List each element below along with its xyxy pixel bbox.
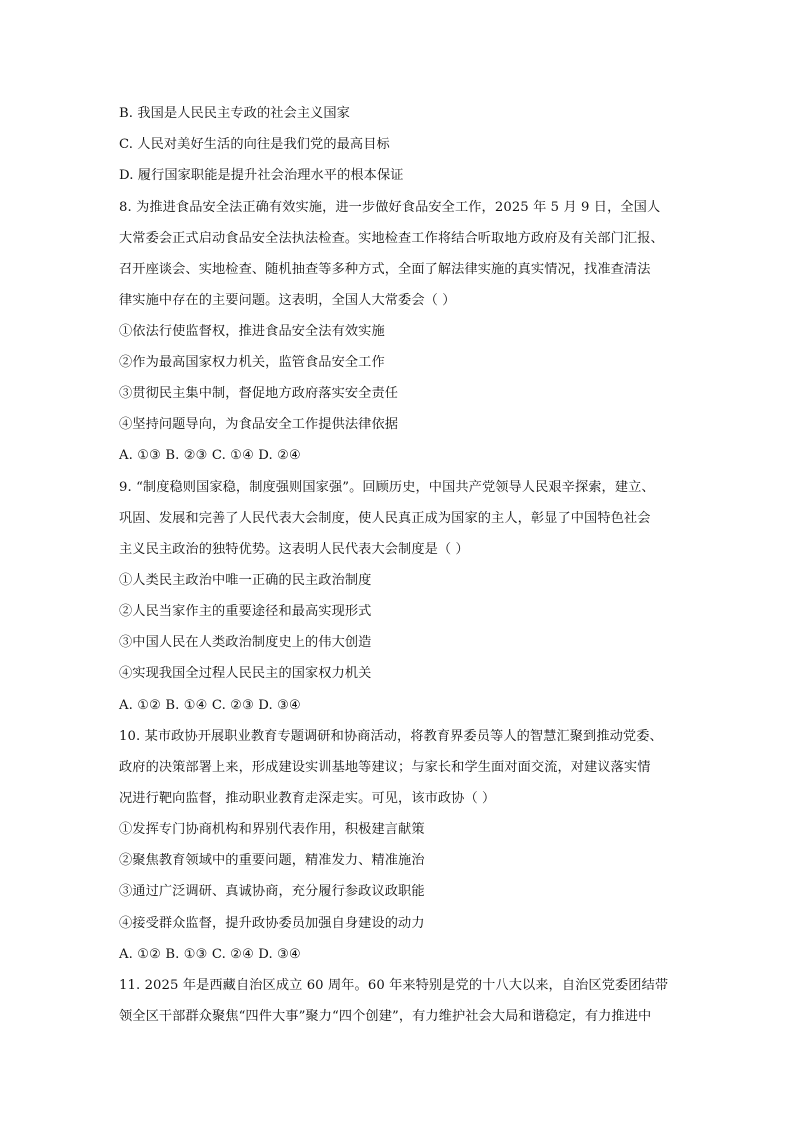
- q10-item: ③通过广泛调研、真诚协商，充分履行参政议政职能: [119, 884, 425, 899]
- q10-item: ①发挥专门协商机构和界别代表作用，积极建言献策: [119, 822, 425, 837]
- q9-stem-line: 主义民主政治的独特优势。这表明人民代表大会制度是（ ）: [119, 542, 469, 557]
- q8-item: ①依法行使监督权，推进食品安全法有效实施: [119, 324, 385, 339]
- q10-stem-line: 政府的决策部署上来，形成建设实训基地等建议；与家长和学生面对面交流，对建议落实情: [119, 760, 651, 775]
- q8-item: ②作为最高国家权力机关，监管食品安全工作: [119, 355, 385, 370]
- q8-item: ③贯彻民主集中制，督促地方政府落实安全责任: [119, 386, 399, 401]
- q8-choices: A. ①③ B. ②③ C. ①④ D. ②④: [119, 448, 301, 463]
- q11-stem-line: 11. 2025 年是西藏自治区成立 60 周年。60 年来特别是党的十八大以来，自治区党委团结带: [119, 978, 669, 993]
- q11-stem-line: 领全区干部群众聚焦“四件大事”聚力“四个创建”，有力维护社会大局和谐稳定，有力推进中: [119, 1009, 652, 1024]
- q9-stem-line: 巩固、发展和完善了人民代表大会制度，使人民真正成为国家的主人，彰显了中国特色社会: [119, 511, 651, 526]
- q10-item: ②聚焦教育领域中的重要问题，精准发力、精准施治: [119, 853, 425, 868]
- q7-option-c: C. 人民对美好生活的向往是我们党的最高目标: [119, 137, 390, 152]
- q8-stem-line: 召开座谈会、实地检查、随机抽查等多种方式，全面了解法律实施的真实情况，找准查清法: [119, 262, 651, 277]
- q8-stem-line: 律实施中存在的主要问题。这表明，全国人大常委会（ ）: [119, 293, 456, 308]
- q7-option-b: B. 我国是人民民主专政的社会主义国家: [119, 106, 350, 121]
- q9-item: ②人民当家作主的重要途径和最高实现形式: [119, 604, 372, 619]
- q10-item: ④接受群众监督，提升政协委员加强自身建设的动力: [119, 916, 425, 931]
- q10-choices: A. ①② B. ①③ C. ②④ D. ③④: [119, 947, 301, 962]
- q9-item: ③中国人民在人类政治制度史上的伟大创造: [119, 635, 372, 650]
- q10-stem-line: 况进行靶向监督，推动职业教育走深走实。可见，该市政协（ ）: [119, 791, 496, 806]
- q10-stem-line: 10. 某市政协开展职业教育专题调研和协商活动，将教育界委员等人的智慧汇聚到推动党委、: [119, 729, 663, 744]
- q8-item: ④坚持问题导向，为食品安全工作提供法律依据: [119, 417, 399, 432]
- q8-stem-line: 8. 为推进食品安全法正确有效实施，进一步做好食品安全工作，2025 年 5 月 9 日，全国人: [119, 200, 661, 215]
- q9-choices: A. ①② B. ①④ C. ②③ D. ③④: [119, 698, 301, 713]
- q9-item: ④实现我国全过程人民民主的国家权力机关: [119, 666, 372, 681]
- q8-stem-line: 大常委会正式启动食品安全法执法检查。实地检查工作将结合听取地方政府及有关部门汇报、: [119, 231, 664, 246]
- q9-item: ①人类民主政治中唯一正确的民主政治制度: [119, 573, 372, 588]
- q9-stem-line: 9. “制度稳则国家稳，制度强则国家强”。回顾历史，中国共产党领导人民艰辛探索，建立、: [119, 480, 655, 495]
- q7-option-d: D. 履行国家职能是提升社会治理水平的根本保证: [119, 168, 404, 183]
